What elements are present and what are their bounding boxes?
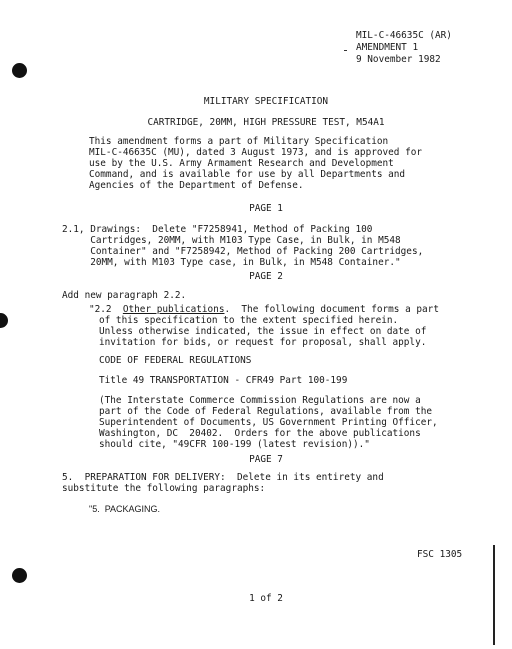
header-mark — [344, 50, 347, 51]
paragraph-number: "2.2 — [89, 304, 123, 315]
title-49-line: Title 49 TRANSPORTATION - CFR49 Part 100-199 — [99, 375, 348, 386]
add-paragraph-line: Add new paragraph 2.2. — [62, 290, 187, 301]
intro-line: use by the U.S. Army Armament Research and Development — [89, 158, 394, 169]
intro-line: Command, and is available for use by all Departments and — [89, 169, 406, 180]
section-5-line: substitute the following paragraphs: — [62, 483, 266, 494]
doc-number: MIL-C-46635C (AR) — [356, 30, 452, 41]
intro-line: MIL-C-46635C (MU), dated 3 August 1973, and is approved for — [89, 147, 423, 158]
page-number: 1 of 2 — [249, 593, 283, 604]
packaging-line: "5. PACKAGING. — [89, 504, 161, 514]
punch-hole-bottom — [12, 568, 27, 583]
punch-hole-middle — [0, 313, 8, 328]
change-line: Container" and "F7258942, Method of Packing 200 Cartridges, — [62, 246, 424, 257]
change-line: Cartridges, 20MM, with M103 Type Case, in Bulk, in M548 — [62, 235, 401, 246]
intro-line: Agencies of the Department of Defense. — [89, 180, 304, 191]
page-2-heading: PAGE 2 — [249, 271, 283, 282]
fsc-code: FSC 1305 — [417, 549, 463, 560]
note-line: part of the Code of Federal Regulations, available from the — [99, 406, 433, 417]
intro-line: This amendment forms a part of Military Specification — [89, 136, 389, 147]
change-line: 20MM, with M103 Type case, in Bulk, in M548 Container." — [62, 257, 401, 268]
page-7-heading: PAGE 7 — [249, 454, 283, 465]
paragraph-line: of this specification to the extent specified herein. — [99, 315, 399, 326]
paragraph-line: Unless otherwise indicated, the issue in effect on date of — [99, 326, 427, 337]
note-line: Superintendent of Documents, US Government Printing Officer, — [99, 417, 438, 428]
note-line: Washington, DC 20402. Orders for the above publications — [99, 428, 421, 439]
doc-date: 9 November 1982 — [356, 54, 441, 65]
paragraph-title: Other publications — [122, 304, 225, 315]
section-5-line: 5. PREPARATION FOR DELIVERY: Delete in its entirety and — [62, 472, 384, 483]
note-line: (The Interstate Commerce Commission Regulations are now a — [99, 395, 421, 406]
paragraph-first-text: . The following document forms a part — [224, 304, 439, 315]
spec-subject: CARTRIDGE, 20MM, HIGH PRESSURE TEST, M54A1 — [147, 117, 385, 128]
paragraph-2-2-first-line — [89, 304, 439, 315]
punch-hole-top — [12, 63, 27, 78]
page-1-heading: PAGE 1 — [249, 203, 283, 214]
amendment-label: AMENDMENT 1 — [356, 42, 419, 53]
code-heading: CODE OF FEDERAL REGULATIONS — [99, 355, 252, 366]
paragraph-line: invitation for bids, or request for proposal, shall apply. — [99, 337, 427, 348]
change-line: 2.1, Drawings: Delete "F7258941, Method of Packing 100 — [62, 224, 373, 235]
spec-type: MILITARY SPECIFICATION — [203, 96, 329, 107]
note-line: should cite, "49CFR 100-199 (latest revision))." — [99, 439, 370, 450]
